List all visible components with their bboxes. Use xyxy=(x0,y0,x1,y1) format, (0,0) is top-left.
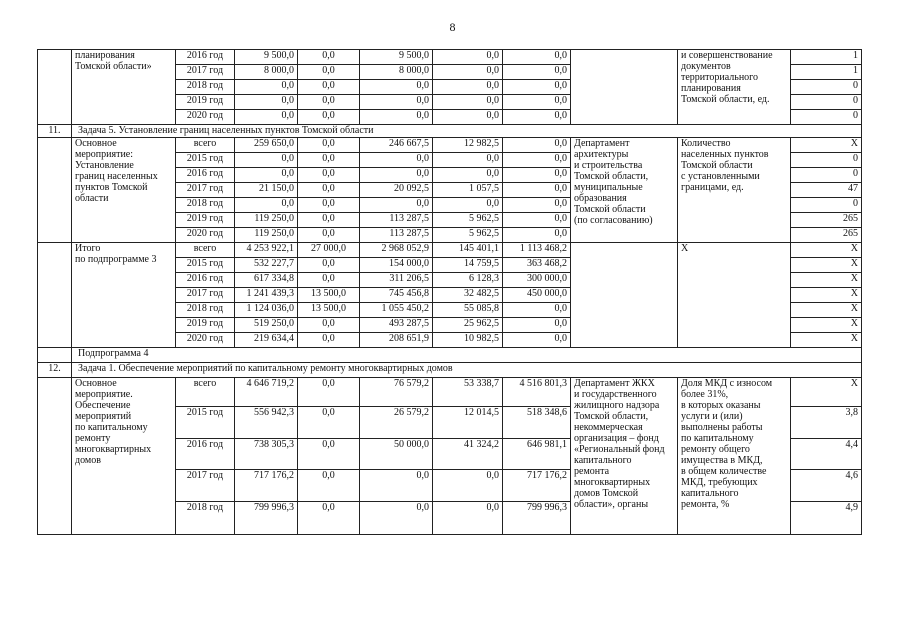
table-cell: всего xyxy=(176,378,235,407)
table-cell: 13 500,0 xyxy=(298,288,360,303)
table-cell: 646 981,1 xyxy=(503,439,571,470)
table-cell: 0,0 xyxy=(298,502,360,535)
table-cell: 532 227,7 xyxy=(235,258,298,273)
table-cell: 0,0 xyxy=(503,80,571,95)
table-cell: 50 000,0 xyxy=(360,439,433,470)
table-cell: 2015 год xyxy=(176,153,235,168)
table-cell: Основное мероприятие. Обеспечение мероприятий по капитальному ремонту многоквартирных домов xyxy=(72,378,176,535)
table-cell: 0,0 xyxy=(503,333,571,348)
table-cell xyxy=(38,243,72,348)
table-cell: X xyxy=(791,333,862,348)
table-cell: 0 xyxy=(791,198,862,213)
table-cell: 1 241 439,3 xyxy=(235,288,298,303)
table-cell: 0,0 xyxy=(298,213,360,228)
table-cell: 5 962,5 xyxy=(433,228,503,243)
table-cell: 0,0 xyxy=(298,470,360,502)
table-cell: 0,0 xyxy=(298,318,360,333)
table-cell: 0,0 xyxy=(298,80,360,95)
table-cell: 2015 год xyxy=(176,407,235,439)
table-row xyxy=(38,50,862,65)
table-cell: 0,0 xyxy=(298,258,360,273)
table-cell: 12 982,5 xyxy=(433,138,503,153)
table-cell: 738 305,3 xyxy=(235,439,298,470)
table-cell: 154 000,0 xyxy=(360,258,433,273)
table-cell: 617 334,8 xyxy=(235,273,298,288)
table-cell: 26 579,2 xyxy=(360,407,433,439)
table-cell: 0,0 xyxy=(503,318,571,333)
table-cell: 4 516 801,3 xyxy=(503,378,571,407)
table-cell: 12 014,5 xyxy=(433,407,503,439)
table-cell: X xyxy=(791,138,862,153)
table-cell: 2019 год xyxy=(176,213,235,228)
table-cell: 2020 год xyxy=(176,110,235,125)
table-cell: X xyxy=(791,243,862,258)
table-cell: X xyxy=(791,378,862,407)
table-cell: 799 996,3 xyxy=(503,502,571,535)
table-cell: 0,0 xyxy=(360,80,433,95)
section-heading-cell: Задача 1. Обеспечение мероприятий по капитальному ремонту многоквартирных домов xyxy=(72,363,862,378)
table-row xyxy=(38,125,862,138)
table-cell: 0,0 xyxy=(433,153,503,168)
section-heading-cell: Задача 5. Установление границ населенных пунктов Томской области xyxy=(72,125,862,138)
table-cell: 0,0 xyxy=(503,95,571,110)
table-cell: 519 250,0 xyxy=(235,318,298,333)
table-cell: 219 634,4 xyxy=(235,333,298,348)
table-cell: 0,0 xyxy=(433,198,503,213)
table-cell: 32 482,5 xyxy=(433,288,503,303)
table-cell: 0,0 xyxy=(433,168,503,183)
section-heading-cell: Подпрограмма 4 xyxy=(72,348,862,363)
table-cell: 4 253 922,1 xyxy=(235,243,298,258)
table-cell: 4,4 xyxy=(791,439,862,470)
table-cell: 363 468,2 xyxy=(503,258,571,273)
table-cell: 21 150,0 xyxy=(235,183,298,198)
row-number-cell xyxy=(38,348,72,363)
table-cell: 0,0 xyxy=(503,153,571,168)
table-cell: 0,0 xyxy=(360,168,433,183)
table-cell: 2019 год xyxy=(176,318,235,333)
table-cell: 145 401,1 xyxy=(433,243,503,258)
table-cell: 0 xyxy=(791,110,862,125)
table-cell: 0,0 xyxy=(360,470,433,502)
table-cell: 717 176,2 xyxy=(503,470,571,502)
table-cell xyxy=(38,50,72,125)
table-cell: 0,0 xyxy=(360,95,433,110)
table-cell: всего xyxy=(176,138,235,153)
table-cell xyxy=(38,378,72,535)
table-cell: 0,0 xyxy=(503,138,571,153)
table-cell: Итого по подпрограмме 3 xyxy=(72,243,176,348)
table-cell: X xyxy=(678,243,791,348)
table-cell: 0,0 xyxy=(503,65,571,80)
table-cell: 259 650,0 xyxy=(235,138,298,153)
table-cell: 745 456,8 xyxy=(360,288,433,303)
table-cell: 119 250,0 xyxy=(235,213,298,228)
table-cell: 0,0 xyxy=(298,138,360,153)
table-cell: X xyxy=(791,273,862,288)
table-cell: Департамент ЖКХ и государственного жилищного надзора Томской области, некоммерческая организация – фонд «Региональный фонд капитального ремонта многоквартирных домов Томской области», органы xyxy=(571,378,678,535)
table-cell: 2015 год xyxy=(176,258,235,273)
table-cell: 113 287,5 xyxy=(360,213,433,228)
table-cell: 5 962,5 xyxy=(433,213,503,228)
table-cell: 9 500,0 xyxy=(235,50,298,65)
table-cell: 0,0 xyxy=(235,153,298,168)
table-cell: 2016 год xyxy=(176,273,235,288)
table-cell: 0,0 xyxy=(298,183,360,198)
table-cell: 0,0 xyxy=(433,95,503,110)
table-cell: 0,0 xyxy=(298,407,360,439)
table-cell: 0,0 xyxy=(433,65,503,80)
table-cell: 0,0 xyxy=(433,470,503,502)
table-cell: 246 667,5 xyxy=(360,138,433,153)
table-cell: 13 500,0 xyxy=(298,303,360,318)
table-cell: 53 338,7 xyxy=(433,378,503,407)
table-cell: 0,0 xyxy=(298,153,360,168)
table-row xyxy=(38,363,862,378)
table-cell: 0,0 xyxy=(503,50,571,65)
table-cell: 0,0 xyxy=(235,80,298,95)
table-cell: X xyxy=(791,288,862,303)
table-cell: 4,9 xyxy=(791,502,862,535)
table-cell: 2016 год xyxy=(176,439,235,470)
table-cell: 0,0 xyxy=(503,198,571,213)
table-cell: Доля МКД с износом более 31%, в которых оказаны услуги и (или) выполнены работы по капитальному ремонту общего имущества в МКД, в общем количестве МКД, требующих капитального ремонта, % xyxy=(678,378,791,535)
table-cell: 2017 год xyxy=(176,288,235,303)
table-cell: 2018 год xyxy=(176,80,235,95)
table-cell: 27 000,0 xyxy=(298,243,360,258)
table-cell: и совершенствование документов территориального планирования Томской области, ед. xyxy=(678,50,791,125)
table-row xyxy=(38,138,862,153)
table-cell: 0 xyxy=(791,168,862,183)
table-cell: X xyxy=(791,258,862,273)
table-cell: 0,0 xyxy=(503,168,571,183)
table-cell: 0,0 xyxy=(235,168,298,183)
table-cell: 9 500,0 xyxy=(360,50,433,65)
table-cell: 8 000,0 xyxy=(235,65,298,80)
table-cell: 2019 год xyxy=(176,95,235,110)
table-cell: 0,0 xyxy=(360,153,433,168)
table-cell: планирования Томской области» xyxy=(72,50,176,125)
table-cell: 1 xyxy=(791,65,862,80)
table-cell: 0,0 xyxy=(433,80,503,95)
table-cell: 2018 год xyxy=(176,303,235,318)
table-cell: 0,0 xyxy=(503,110,571,125)
table-cell: 10 982,5 xyxy=(433,333,503,348)
table-cell: 2017 год xyxy=(176,470,235,502)
table-cell: 113 287,5 xyxy=(360,228,433,243)
table-cell: 799 996,3 xyxy=(235,502,298,535)
table-cell: 0 xyxy=(791,95,862,110)
table-cell: 1 xyxy=(791,50,862,65)
table-cell: 0,0 xyxy=(360,502,433,535)
table-cell: 0,0 xyxy=(360,198,433,213)
table-cell xyxy=(571,243,678,348)
table-cell: 2018 год xyxy=(176,198,235,213)
table-cell: 493 287,5 xyxy=(360,318,433,333)
table-cell: 6 128,3 xyxy=(433,273,503,288)
table-cell: X xyxy=(791,318,862,333)
table-cell: X xyxy=(791,303,862,318)
program-table xyxy=(37,49,862,535)
table-cell: 0,0 xyxy=(298,65,360,80)
table-cell: 20 092,5 xyxy=(360,183,433,198)
table-cell: 0,0 xyxy=(298,333,360,348)
table-cell: 0,0 xyxy=(298,50,360,65)
table-cell: 208 651,9 xyxy=(360,333,433,348)
table-cell: 0,0 xyxy=(433,502,503,535)
table-cell: 0,0 xyxy=(298,110,360,125)
table-cell: 0,0 xyxy=(298,168,360,183)
table-cell: 25 962,5 xyxy=(433,318,503,333)
page-number: 8 xyxy=(449,20,456,34)
table-cell: 0,0 xyxy=(298,228,360,243)
table-cell: 0,0 xyxy=(503,303,571,318)
table-cell: 0 xyxy=(791,80,862,95)
table-row xyxy=(38,348,862,363)
table-cell: 518 348,6 xyxy=(503,407,571,439)
table-cell: 1 124 036,0 xyxy=(235,303,298,318)
table-cell: 2018 год xyxy=(176,502,235,535)
table-cell: 2017 год xyxy=(176,65,235,80)
table-cell: Основное мероприятие: Установление границ населенных пунктов Томской области xyxy=(72,138,176,243)
row-number-cell: 11. xyxy=(38,125,72,138)
table-cell: 2020 год xyxy=(176,333,235,348)
table-cell: 450 000,0 xyxy=(503,288,571,303)
table-cell: 2017 год xyxy=(176,183,235,198)
table-cell: 0,0 xyxy=(298,439,360,470)
table-cell: 2016 год xyxy=(176,50,235,65)
table-cell: 300 000,0 xyxy=(503,273,571,288)
table-cell: 55 085,8 xyxy=(433,303,503,318)
table-cell: 4 646 719,2 xyxy=(235,378,298,407)
table-cell: 76 579,2 xyxy=(360,378,433,407)
table-cell: 2016 год xyxy=(176,168,235,183)
table-cell: Департамент архитектуры и строительства Томской области, муниципальные образования Томской области (по согласованию) xyxy=(571,138,678,243)
table-cell: 265 xyxy=(791,228,862,243)
table-cell: 0,0 xyxy=(503,228,571,243)
table-cell: 41 324,2 xyxy=(433,439,503,470)
table-cell: 0,0 xyxy=(235,198,298,213)
table-cell: всего xyxy=(176,243,235,258)
table-cell: 0,0 xyxy=(433,50,503,65)
table-cell: 0,0 xyxy=(235,95,298,110)
table-cell: 0,0 xyxy=(503,213,571,228)
table-cell: 556 942,3 xyxy=(235,407,298,439)
table-cell: 4,6 xyxy=(791,470,862,502)
table-cell: 0,0 xyxy=(503,183,571,198)
table-cell: 1 113 468,2 xyxy=(503,243,571,258)
table-cell: 119 250,0 xyxy=(235,228,298,243)
table-cell: 1 055 450,2 xyxy=(360,303,433,318)
table-cell: 1 057,5 xyxy=(433,183,503,198)
table-cell: 14 759,5 xyxy=(433,258,503,273)
table-cell xyxy=(38,138,72,243)
table-cell: 0,0 xyxy=(298,273,360,288)
table-cell: 0,0 xyxy=(360,110,433,125)
table-cell: 2020 год xyxy=(176,228,235,243)
table-cell: 0,0 xyxy=(298,198,360,213)
row-number-cell: 12. xyxy=(38,363,72,378)
table-cell: 717 176,2 xyxy=(235,470,298,502)
table-cell: 0 xyxy=(791,153,862,168)
table-cell xyxy=(571,50,678,125)
table-cell: 265 xyxy=(791,213,862,228)
table-cell: 311 206,5 xyxy=(360,273,433,288)
table-row xyxy=(38,378,862,407)
table-cell: 47 xyxy=(791,183,862,198)
table-cell: 0,0 xyxy=(433,110,503,125)
table-cell: 0,0 xyxy=(235,110,298,125)
table-cell: 2 968 052,9 xyxy=(360,243,433,258)
table-cell: 0,0 xyxy=(298,95,360,110)
table-cell: 8 000,0 xyxy=(360,65,433,80)
table-cell: 0,0 xyxy=(298,378,360,407)
table-row xyxy=(38,243,862,258)
table-cell: 3,8 xyxy=(791,407,862,439)
table-cell: Количество населенных пунктов Томской области с установленными границами, ед. xyxy=(678,138,791,243)
